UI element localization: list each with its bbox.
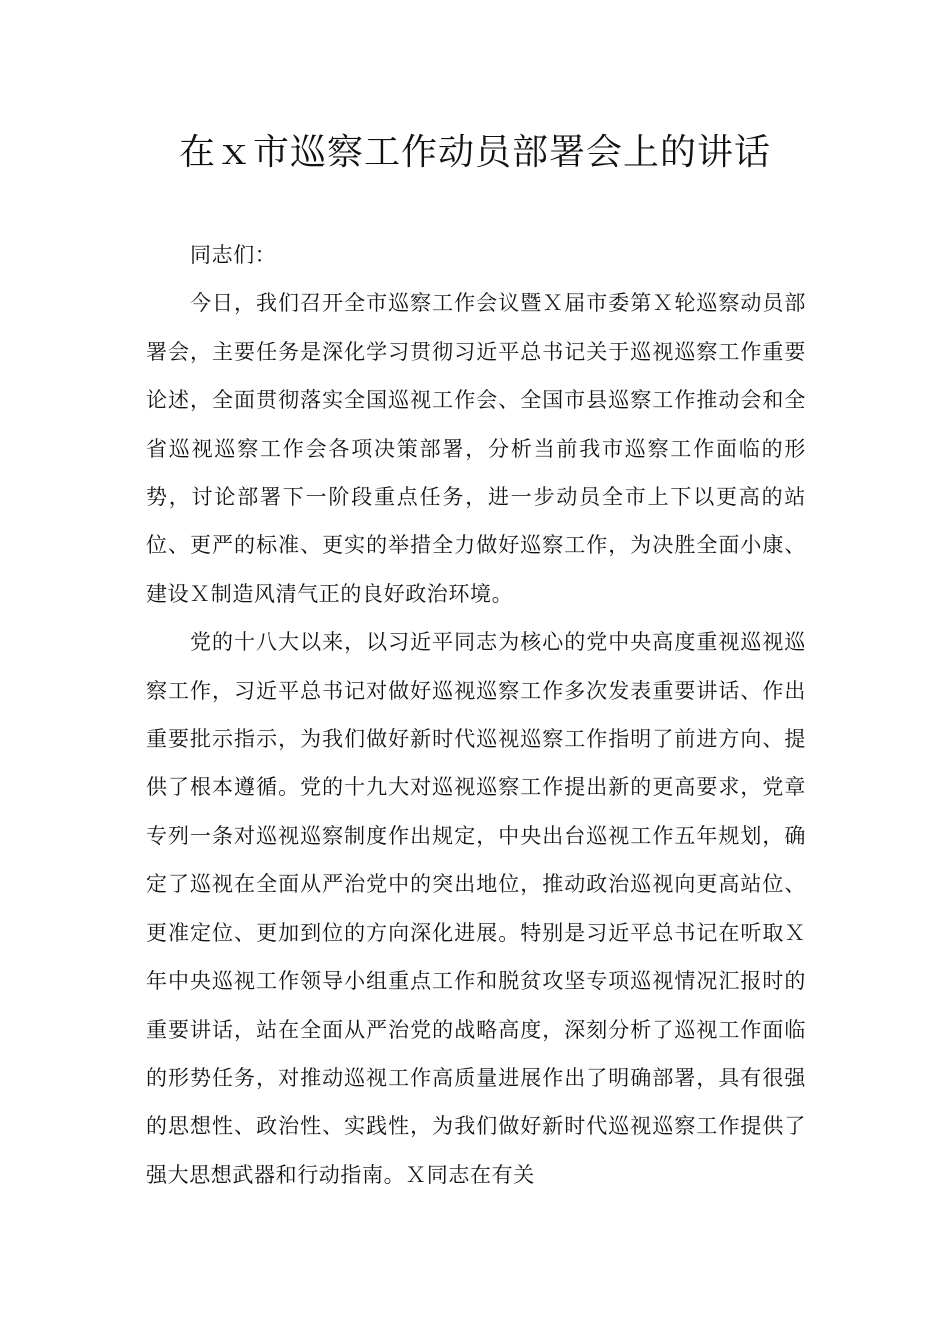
document-body [146, 231, 806, 1199]
paragraph-2: 党的十八大以来，以习近平同志为核心的党中央高度重视巡视巡察工作，习近平总书记对做好巡视巡察工作多次发表重要讲话、作出重要批示指示，为我们做好新时代巡视巡察工作指明了前进方向、提供了根本遵循。党的十九大对巡视巡察工作提出新的更高要求，党章专列一条对巡视巡察制度作出规定，中央出台巡视工作五年规划，确定了巡视在全面从严治党中的突出地位，推动政治巡视向更高站位、更准定位、更加到位的方向深化进展。特别是习近平总书记在听取Ｘ年中央巡视工作领导小组重点工作和脱贫攻坚专项巡视情况汇报时的重要讲话，站在全面从严治党的战略高度，深刻分析了巡视工作面临的形势任务，对推动巡视工作高质量进展作出了明确部署，具有很强的思想性、政治性、实践性，为我们做好新时代巡视巡察工作提供了强大思想武器和行动指南。Ｘ同志在有关 [146, 630, 806, 1187]
document-title: 在ｘ市巡察工作动员部署会上的讲话 [178, 132, 771, 173]
salutation: 同志们： [190, 243, 277, 267]
paragraph-1: 今日，我们召开全市巡察工作会议暨Ｘ届市委第Ｘ轮巡察动员部署会，主要任务是深化学习贯彻习近平总书记关于巡视巡察工作重要论述，全面贯彻落实全国巡视工作会、全国市县巡察工作推动会和全省巡视巡察工作会各项决策部署，分析当前我市巡察工作面临的形势，讨论部署下一阶段重点任务，进一步动员全市上下以更高的站位、更严的标准、更实的举措全力做好巡察工作，为决胜全面小康、建设Ｘ制造风清气正的良好政治环境。 [146, 291, 806, 606]
